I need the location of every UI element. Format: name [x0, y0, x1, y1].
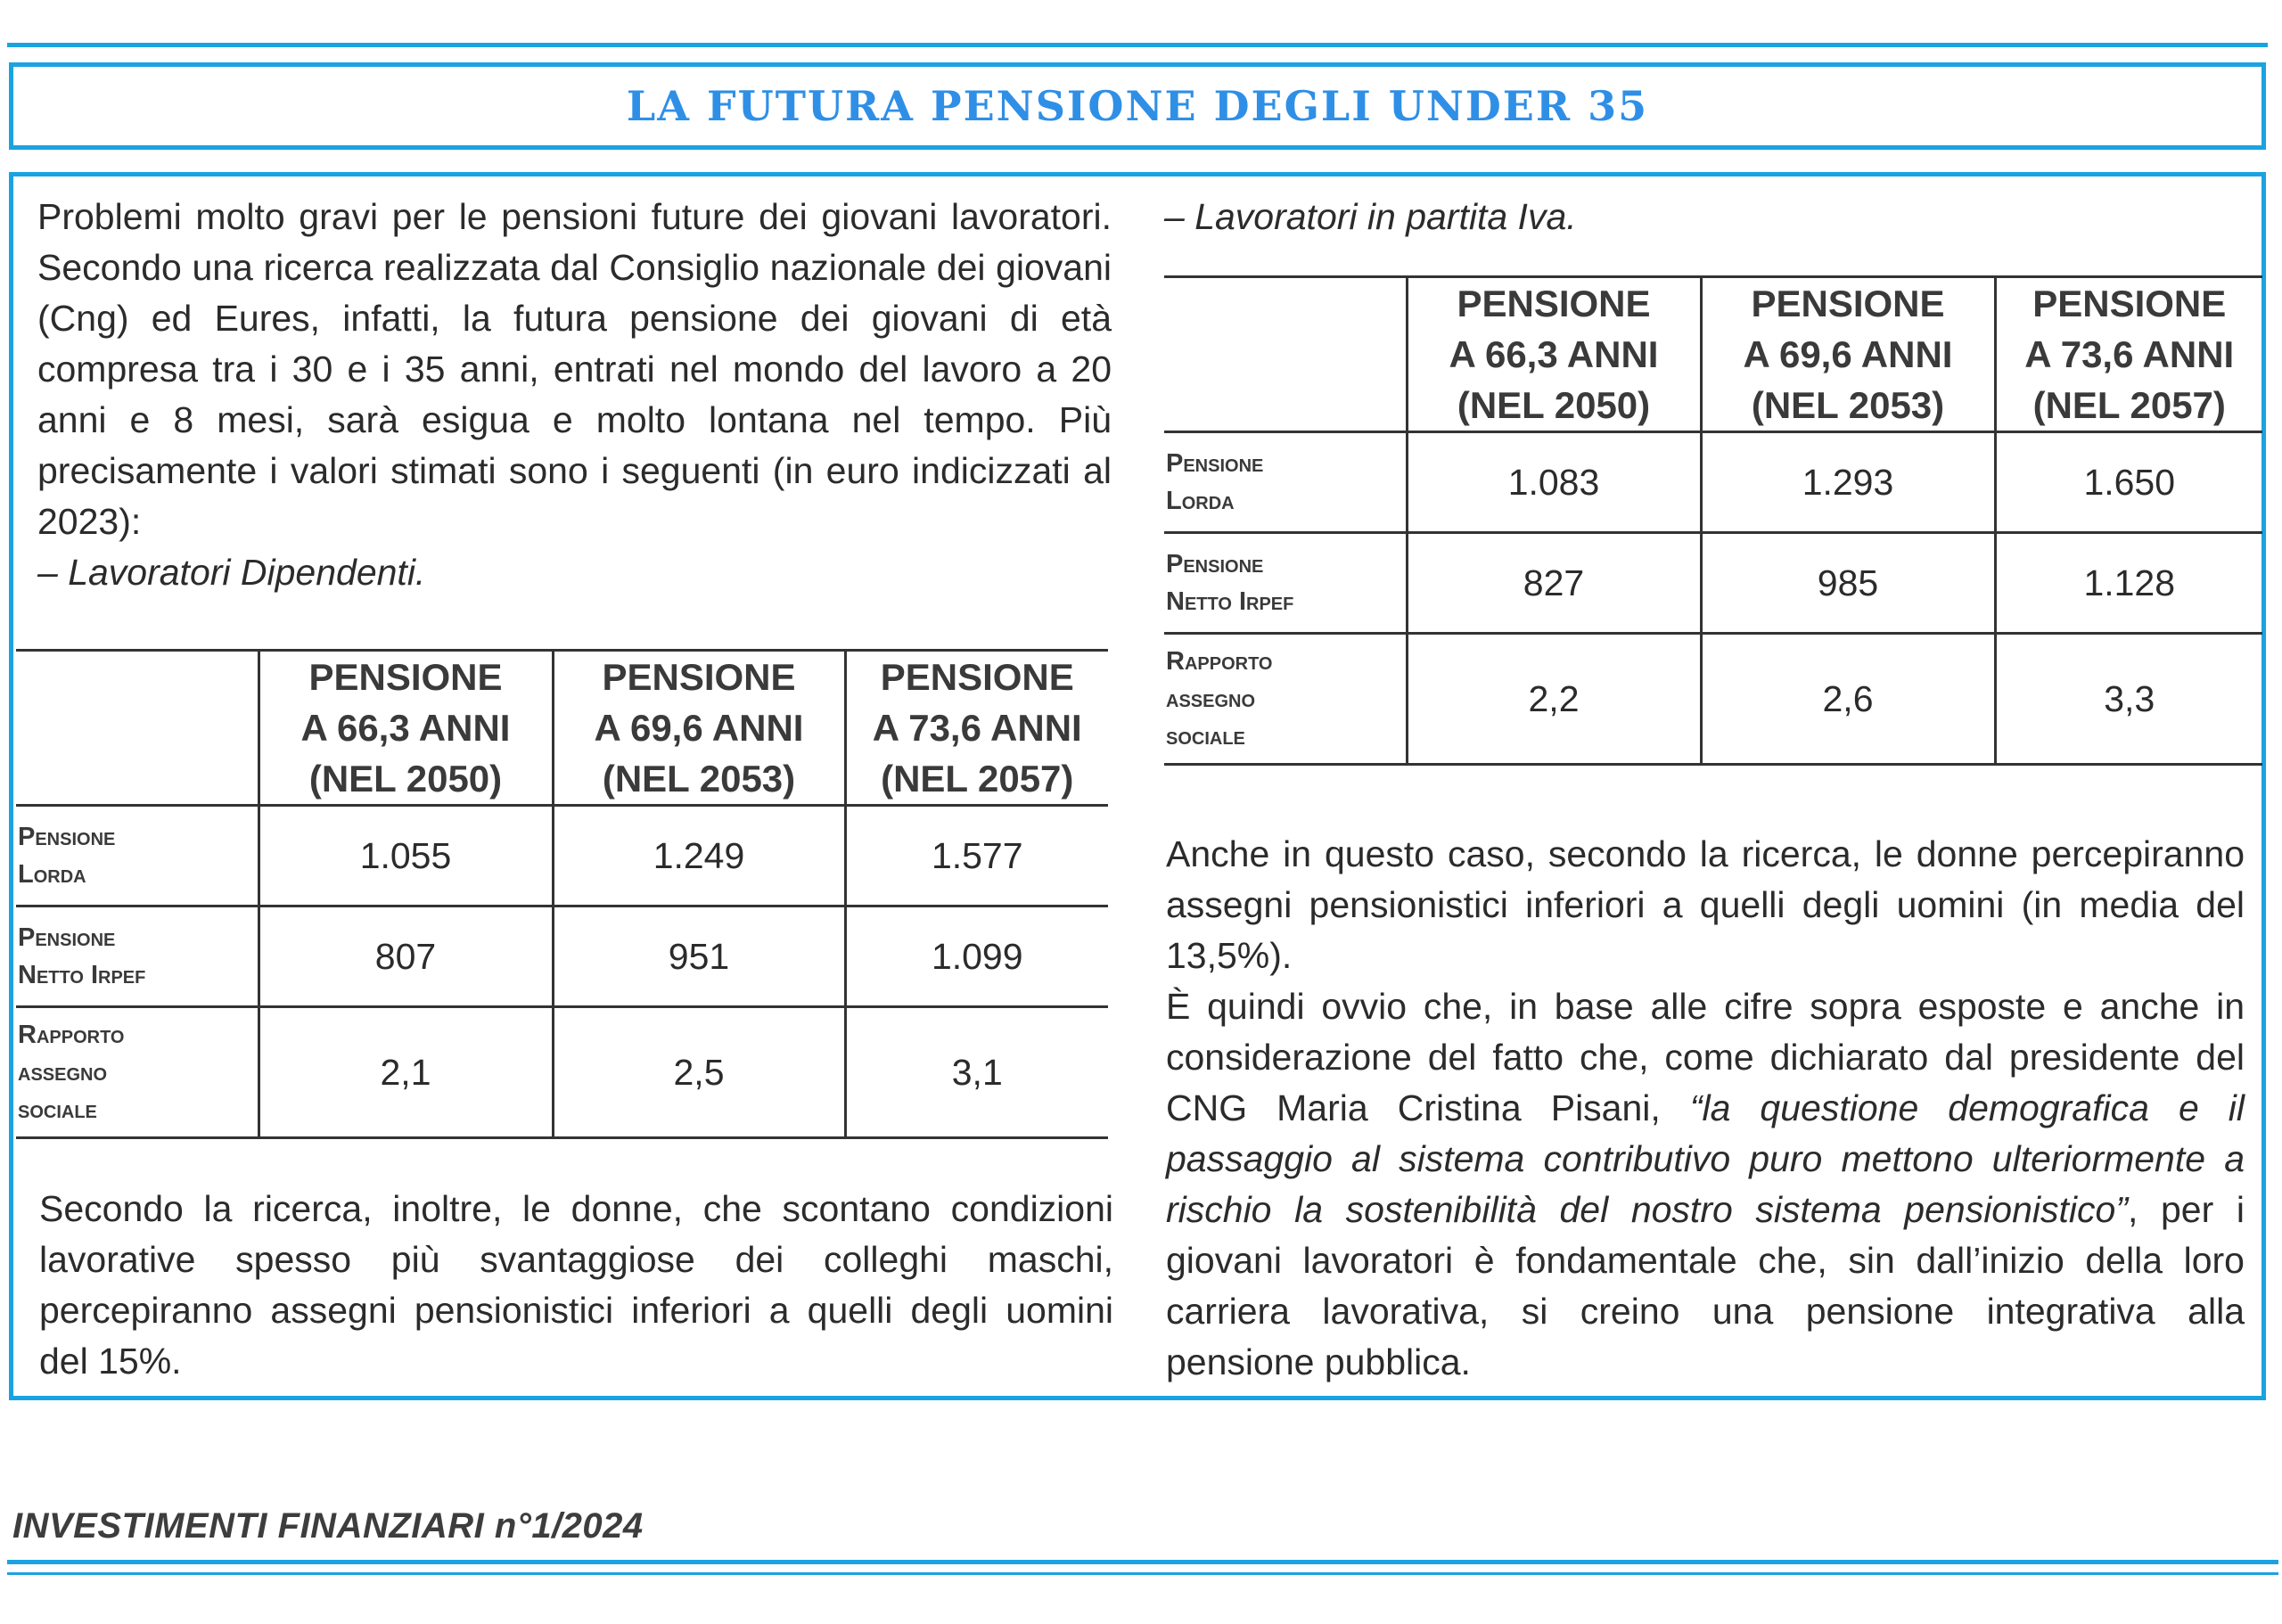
row-label: Pensione Lorda — [1164, 432, 1407, 533]
table-cell: 985 — [1701, 533, 1995, 634]
table-corner — [1164, 277, 1407, 432]
intro-paragraph: Problemi molto gravi per le pensioni future dei giovani lavoratori. Secondo una ricerca realizzata dal Consiglio nazionale dei giovani (Cng) ed Eures, infatti, la futura pensione dei giovani di età compresa tra i 30 e i 35 anni, entrati nel mondo del lavoro a 20 anni e 8 mesi, sarà esigua e molto lontana nel tempo. Più precisamente i valori stimati sono i seguenti (in euro indicizzati al 2023): — [37, 196, 1112, 542]
top-rule — [7, 43, 2268, 47]
table-cell: 2,1 — [259, 1007, 553, 1138]
row-label: Rapporto assegno sociale — [16, 1007, 259, 1138]
right-paragraph-1: Anche in questo caso, secondo la ricerca, le donne percepiranno assegni pensionistici inferiori a quelli degli uomini (in media del 13,5%). — [1166, 833, 2245, 976]
row-label: Rapporto assegno sociale — [1164, 634, 1407, 765]
footer-publication: INVESTIMENTI FINANZIARI n°1/2024 — [12, 1506, 644, 1546]
table-cell: 1.099 — [845, 906, 1108, 1007]
left-outro — [39, 1184, 1113, 1387]
column-header: PENSIONE A 66,3 ANNI (NEL 2050) — [259, 651, 553, 806]
table-cell: 1.249 — [553, 806, 845, 906]
column-header: PENSIONE A 73,6 ANNI (NEL 2057) — [1995, 277, 2262, 432]
table-cell: 3,1 — [845, 1007, 1108, 1138]
article-title: LA FUTURA PENSIONE DEGLI UNDER 35 — [626, 82, 1649, 130]
table-cell: 2,2 — [1407, 634, 1701, 765]
table-cell: 1.083 — [1407, 432, 1701, 533]
table-cell: 1.128 — [1995, 533, 2262, 634]
row-label: Pensione Netto Irpef — [16, 906, 259, 1007]
subheading-dipendenti: – Lavoratori Dipendenti. — [37, 552, 426, 593]
row-label: Pensione Netto Irpef — [1164, 533, 1407, 634]
left-column — [37, 192, 1112, 598]
subheading-partita-iva: – Lavoratori in partita Iva. — [1164, 196, 1577, 237]
table-partita-iva — [1164, 275, 2262, 766]
table-cell: 3,3 — [1995, 634, 2262, 765]
table-row — [1164, 634, 2262, 765]
title-box — [9, 62, 2266, 150]
right-paragraph-2: È quindi ovvio che, in base alle cifre sopra esposte e anche in considerazione del fatto che, come dichiarato dal presidente del CNG Maria Cristina Pisani, “la questione demografica e il passaggio al sistema contributivo puro mettono ulteriormente a rischio la sostenibilità del nostro sistema pensionistico”, per i giovani lavoratori è fondamentale che, sin dall’inizio della loro carriera lavorativa, si creino una pensione integrativa alla pensione pubblica. — [1166, 986, 2245, 1382]
table-cell: 951 — [553, 906, 845, 1007]
table-row — [16, 906, 1108, 1007]
row-label: Pensione Lorda — [16, 806, 259, 906]
table-cell: 1.650 — [1995, 432, 2262, 533]
outro-paragraph: Secondo la ricerca, inoltre, le donne, che scontano condizioni lavorative spesso più svantaggiose dei colleghi maschi, percepiranno assegni pensionistici inferiori a quelli degli uomini del 15%. — [39, 1188, 1113, 1382]
table-cell: 807 — [259, 906, 553, 1007]
footer-rule-2 — [7, 1572, 2278, 1575]
right-body — [1166, 829, 2245, 1388]
table-row — [16, 806, 1108, 906]
table-row — [1164, 432, 2262, 533]
table-cell: 2,6 — [1701, 634, 1995, 765]
quote: “la questione demografica e il passaggio al sistema contributivo puro mettono ulteriormente a rischio la sostenibilità del nostro sistema pensionistico” — [1166, 1087, 2245, 1230]
footer-rule-1 — [7, 1560, 2278, 1564]
table-row — [1164, 533, 2262, 634]
table-cell: 2,5 — [553, 1007, 845, 1138]
table-dipendenti — [16, 649, 1108, 1139]
table-corner — [16, 651, 259, 806]
right-column-head — [1164, 192, 2243, 242]
table-cell: 827 — [1407, 533, 1701, 634]
column-header: PENSIONE A 69,6 ANNI (NEL 2053) — [553, 651, 845, 806]
table-row — [16, 1007, 1108, 1138]
table-cell: 1.293 — [1701, 432, 1995, 533]
table-cell: 1.577 — [845, 806, 1108, 906]
column-header: PENSIONE A 73,6 ANNI (NEL 2057) — [845, 651, 1108, 806]
column-header: PENSIONE A 69,6 ANNI (NEL 2053) — [1701, 277, 1995, 432]
table-cell: 1.055 — [259, 806, 553, 906]
column-header: PENSIONE A 66,3 ANNI (NEL 2050) — [1407, 277, 1701, 432]
